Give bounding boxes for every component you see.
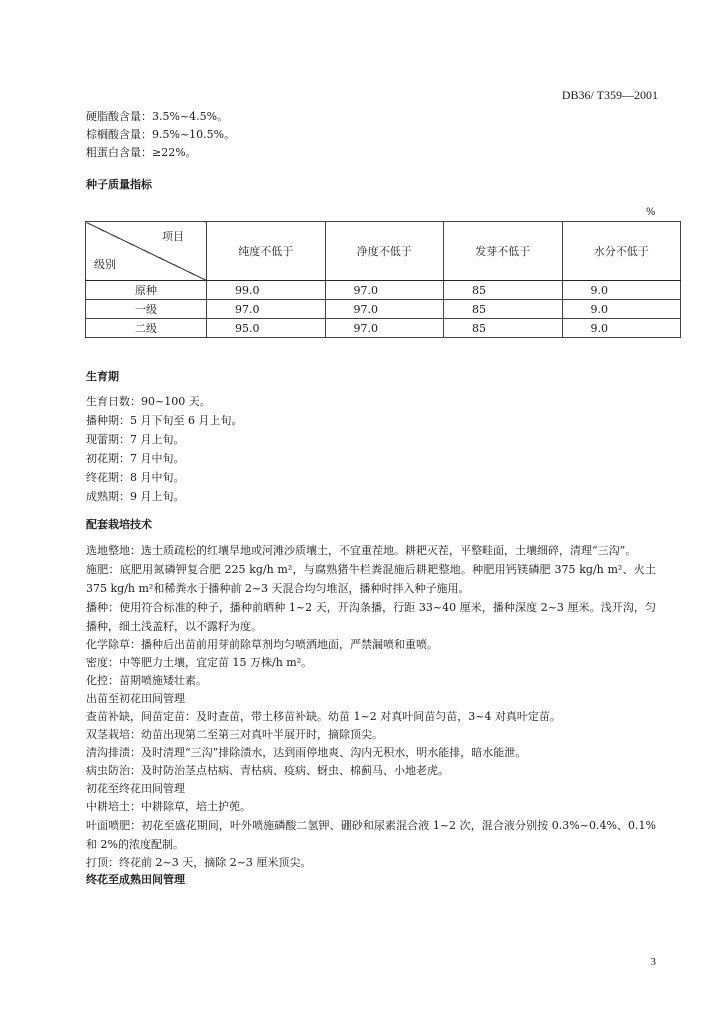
techniques-title: 配套栽培技术	[86, 518, 152, 531]
table-cell: 9.0	[562, 300, 681, 319]
unit-label: %	[646, 207, 656, 218]
table-cell: 97.0	[325, 319, 444, 338]
paragraph: 清沟排渍：及时清理“三沟”排除渍水，达到雨停地爽、沟内无积水，明水能排，暗水能泄。	[86, 746, 527, 759]
subheading: 初花至终花田间管理	[86, 782, 185, 795]
column-header: 发芽不低于	[444, 222, 563, 281]
table-cell: 97.0	[325, 281, 444, 300]
growth-title: 生育期	[86, 370, 119, 383]
table-cell: 9.0	[562, 319, 681, 338]
table-row	[86, 319, 681, 338]
section-title: 终花至成熟田间管理	[86, 873, 185, 886]
table-row	[86, 300, 681, 319]
growth-list	[86, 392, 243, 506]
growth-line: 初花期：7 月中旬。	[86, 452, 185, 465]
composition-list	[86, 108, 235, 162]
growth-line: 生育日数：90~100 天。	[86, 395, 211, 408]
table-corner-header	[86, 222, 207, 281]
paragraph: 化控：苗期喷施矮壮素。	[86, 674, 207, 687]
paragraph: 施肥：底肥用氮磷钾复合肥 225 kg/h m²，与腐熟猪牛栏粪混施后耕耙整地。种肥用钙镁磷肥 375 kg/h m²、火土 375 kg/h m²和稀粪水于播种前 2~3 天混合均匀堆沤，播种时拌入种子施用。	[86, 563, 656, 595]
growth-line: 终花期：8 月中旬。	[86, 471, 185, 484]
page-number: 3	[650, 956, 656, 968]
grade-cell: 二级	[86, 319, 207, 338]
seed-quality-title: 种子质量指标	[86, 178, 152, 191]
standard-code: DB36/ T359—2001	[561, 88, 658, 102]
composition-line: 粗蛋白含量：≥22%。	[86, 146, 197, 159]
column-header: 净度不低于	[325, 222, 444, 281]
table-cell: 97.0	[325, 300, 444, 319]
paragraph: 选地整地：选土质疏松的红壤旱地或河滩沙质壤土，不宜重茬地。耕耙灭茬，平整畦面，土壤细碎，清理“三沟”。	[86, 544, 637, 557]
paragraph: 打顶：终花前 2~3 天，摘除 2~3 厘米顶尖。	[86, 856, 312, 869]
corner-grade-label: 级别	[94, 258, 116, 271]
table-cell: 85	[444, 281, 563, 300]
paragraph: 中耕培土：中耕除草，培土护蔸。	[86, 800, 251, 813]
grade-cell: 原种	[86, 281, 207, 300]
growth-line: 播种期：5 月下旬至 6 月上旬。	[86, 414, 243, 427]
grade-cell: 一级	[86, 300, 207, 319]
paragraph: 叶面喷肥：初花至盛花期间，叶外喷施磷酸二氢钾、硼砂和尿素混合液 1~2 次，混合液分别按 0.3%~0.4%、0.1%和 2%的浓度配制。	[86, 819, 656, 851]
table-cell: 9.0	[562, 281, 681, 300]
paragraph: 双茎栽培：幼苗出现第二至第三对真叶半展开时，摘除顶尖。	[86, 728, 383, 741]
composition-line: 硬脂酸含量：3.5%~4.5%。	[86, 110, 229, 123]
column-header: 水分不低于	[562, 222, 681, 281]
table-cell: 97.0	[207, 300, 326, 319]
paragraph: 播种：使用符合标准的种子，播种前晒种 1~2 天，开沟条播，行距 33~40 厘米，播种深度 2~3 厘米。浅开沟，匀播种，细土浅盖籽，以不露籽为度。	[86, 601, 656, 633]
composition-line: 棕榈酸含量：9.5%~10.5%。	[86, 128, 236, 141]
table-cell: 85	[444, 319, 563, 338]
corner-item-label: 项目	[162, 230, 184, 243]
growth-line: 成熟期：9 月上旬。	[86, 490, 185, 503]
table-cell: 85	[444, 300, 563, 319]
seed-quality-table	[85, 221, 681, 338]
column-header: 纯度不低于	[207, 222, 326, 281]
techniques-body	[86, 541, 656, 888]
paragraph: 查苗补缺，间苗定苗：及时查苗，带土移苗补缺。幼苗 1~2 对真叶间苗匀苗，3~4 对真叶定苗。	[86, 710, 561, 723]
paragraph: 密度：中等肥力土壤，宜定苗 15 万株/h m²。	[86, 656, 313, 669]
table-cell: 95.0	[207, 319, 326, 338]
subheading: 出苗至初花田间管理	[86, 692, 185, 705]
paragraph: 病虫防治：及时防治茎点枯病、青枯病、疫病、蚜虫、棉蓟马、小地老虎。	[86, 764, 449, 777]
table-row	[86, 281, 681, 300]
table-cell: 99.0	[207, 281, 326, 300]
growth-line: 现蕾期：7 月上旬。	[86, 433, 185, 446]
paragraph: 化学除草：播种后出苗前用芽前除草剂均匀喷洒地面，严禁漏喷和重喷。	[86, 638, 438, 651]
